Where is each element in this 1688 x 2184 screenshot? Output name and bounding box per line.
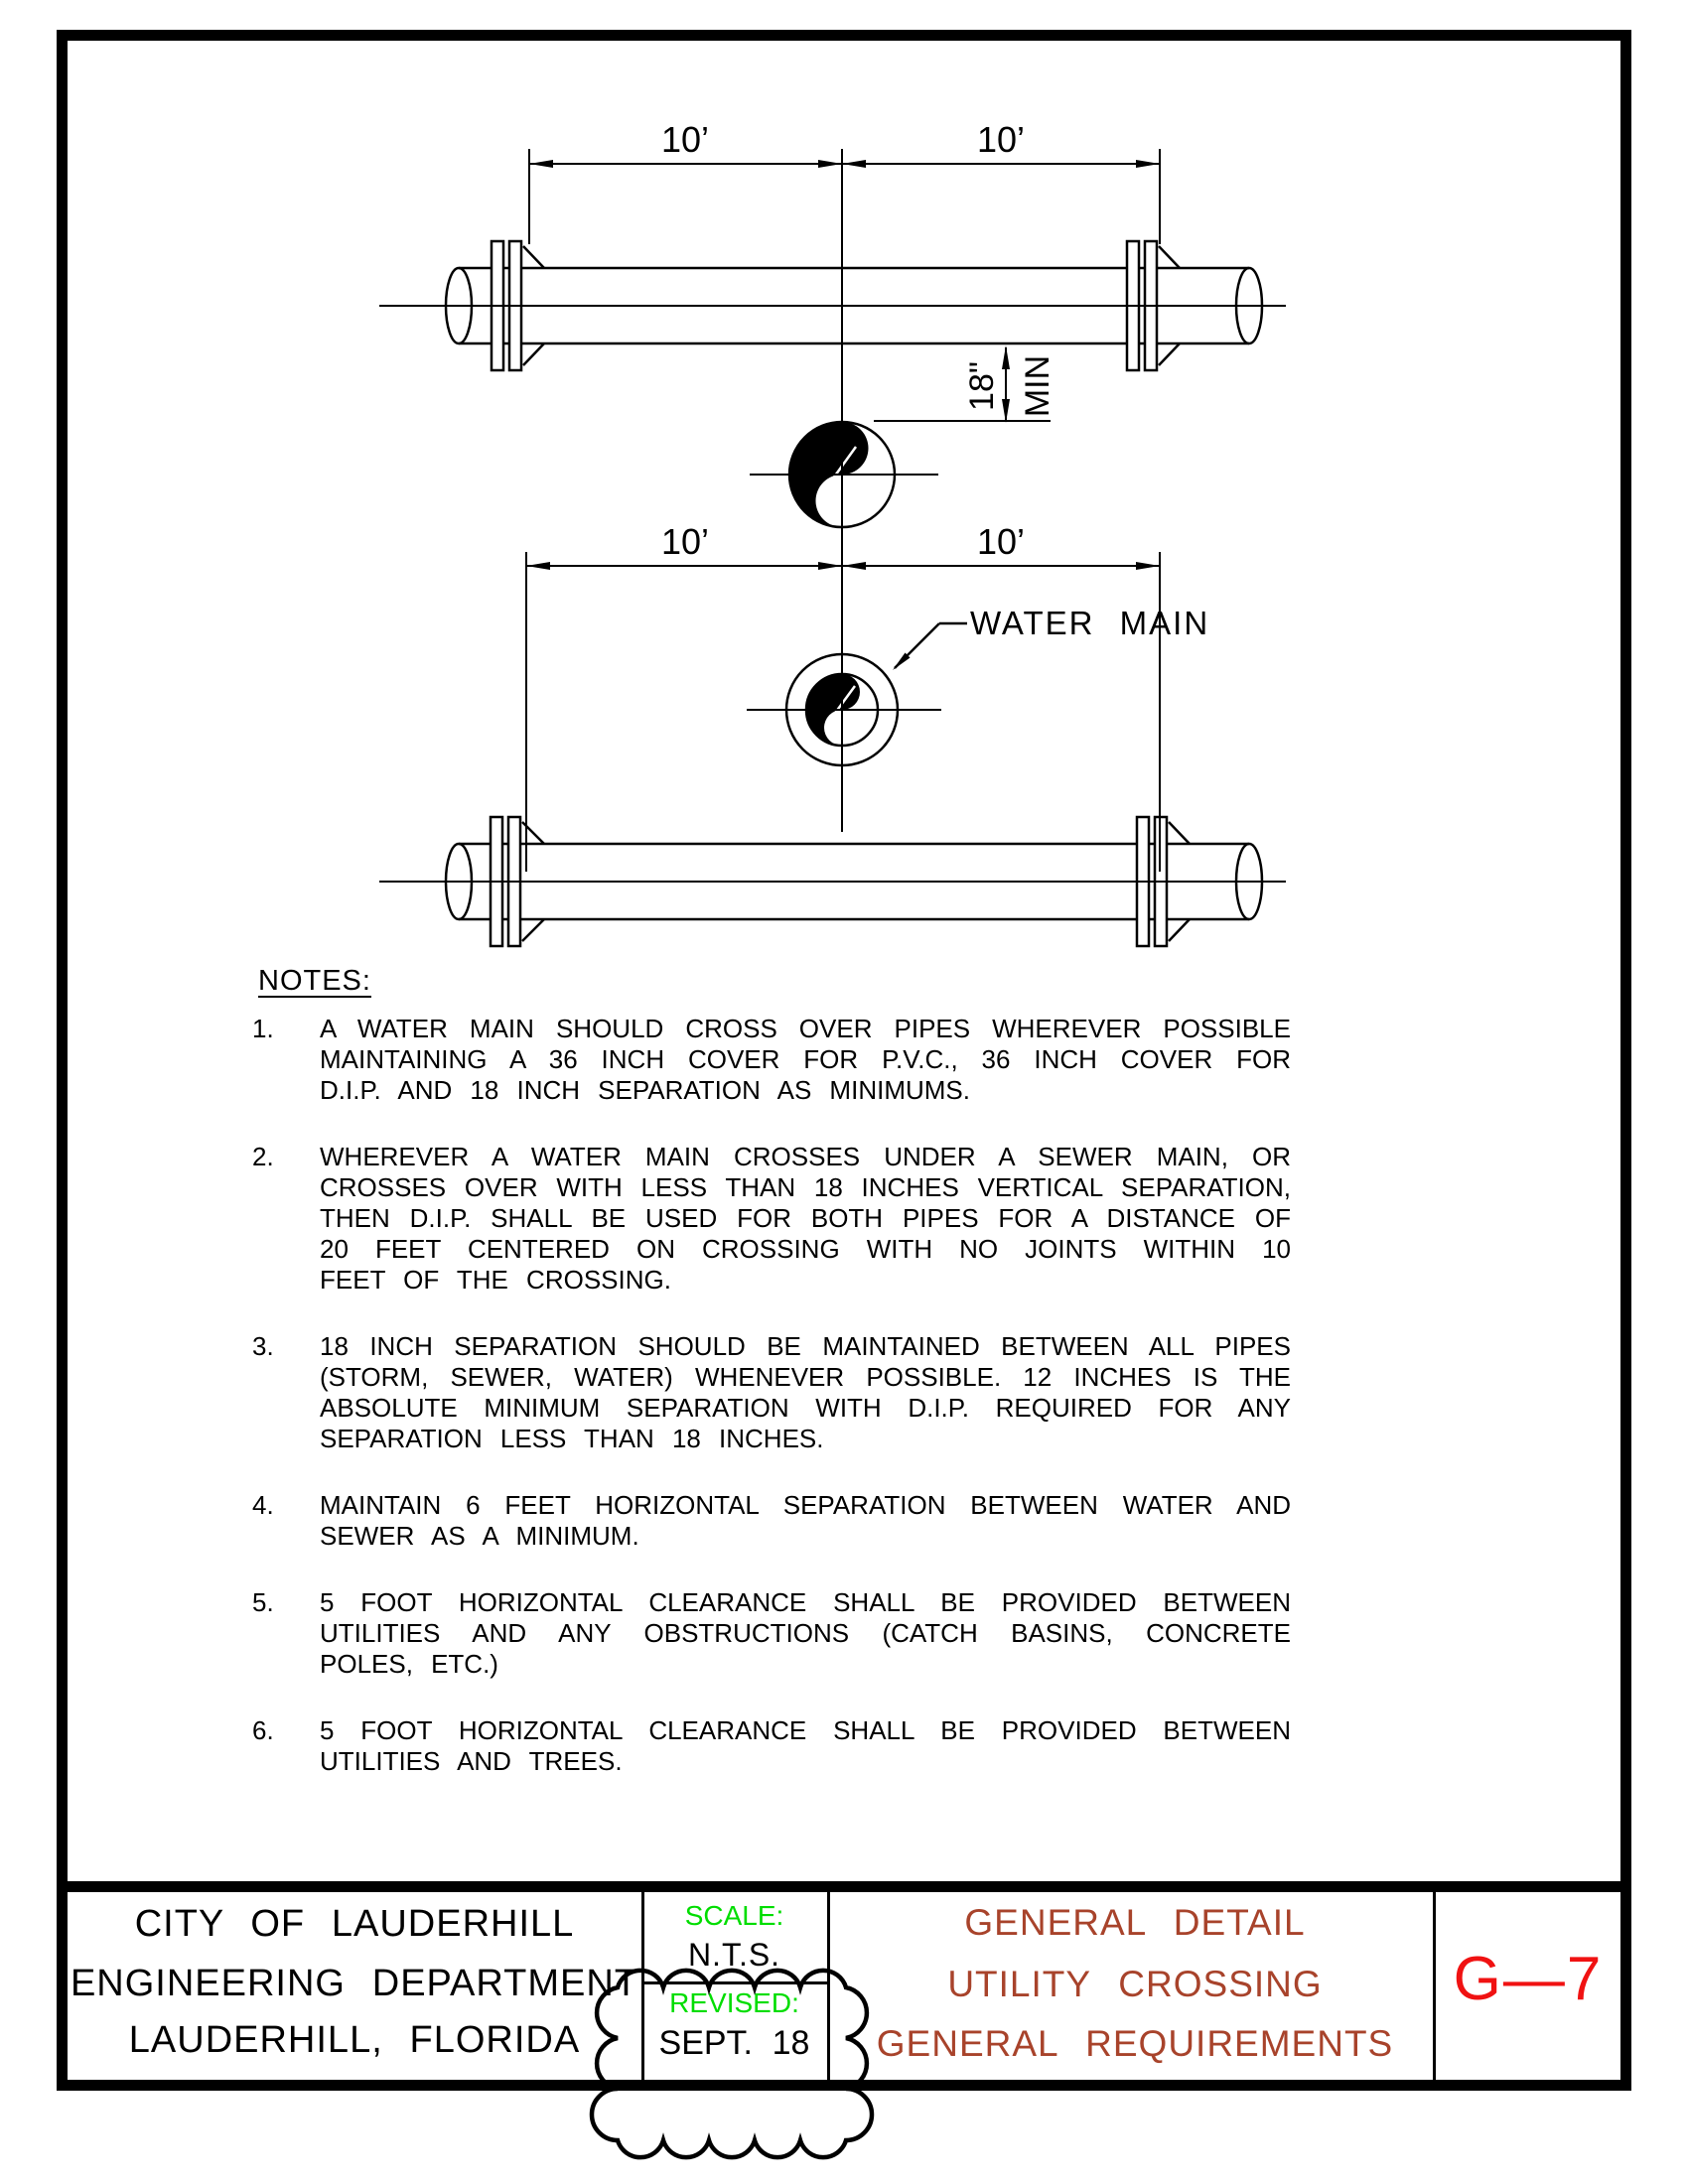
org-name-line2: ENGINEERING DEPARTMENT	[70, 1963, 639, 2004]
note-text: 5 FOOT HORIZONTAL CLEARANCE SHALL BE PROVIDED BETWEEN UTILITIES AND TREES.	[320, 1715, 1291, 1776]
title-block-divider	[827, 1892, 830, 2080]
separation-dim-label: 18"	[962, 361, 1001, 411]
note-text: MAINTAIN 6 FEET HORIZONTAL SEPARATION BETWEEN WATER AND SEWER AS A MINIMUM.	[320, 1490, 1291, 1551]
note-item-2	[252, 1142, 1291, 1296]
note-item-3	[252, 1331, 1291, 1454]
note-text: WHEREVER A WATER MAIN CROSSES UNDER A SEWER MAIN, OR CROSSES OVER WITH LESS THAN 18 INCHES VERTICAL SEPARATION, THEN D.I.P. SHALL BE USED FOR BOTH PIPES FOR A DISTANCE OF 20 FEET CENTERED ON CROSSING WITH NO JOINTS WITHIN 10 FEET OF THE CROSSING.	[320, 1142, 1291, 1295]
note-item-4	[252, 1490, 1291, 1552]
scale-value: N.T.S.	[687, 1937, 781, 1973]
note-item-6	[252, 1715, 1291, 1777]
sheet-number: G—7	[1453, 1945, 1604, 2013]
note-text: A WATER MAIN SHOULD CROSS OVER PIPES WHEREVER POSSIBLE MAINTAINING A 36 INCH COVER FOR P.V.C., 36 INCH COVER FOR D.I.P. AND 18 INCH SEPARATION AS MINIMUMS.	[320, 1014, 1291, 1105]
note-item-5	[252, 1587, 1291, 1680]
note-item-1	[252, 1014, 1291, 1106]
revised-value: SEPT. 18	[658, 2024, 810, 2062]
dim-label: 10’	[976, 521, 1026, 562]
sheet-title-line1: GENERAL DETAIL	[964, 1902, 1306, 1943]
water-main-label: WATER MAIN	[970, 605, 1210, 641]
sheet-title-line2: UTILITY CROSSING	[947, 1964, 1323, 2004]
note-text: 5 FOOT HORIZONTAL CLEARANCE SHALL BE PROVIDED BETWEEN UTILITIES AND ANY OBSTRUCTIONS (CATCH BASINS, CONCRETE POLES, ETC.)	[320, 1587, 1291, 1679]
note-number: 1.	[252, 1014, 274, 1043]
dim-label: 10’	[976, 119, 1026, 160]
org-name-line3: LAUDERHILL, FLORIDA	[128, 2019, 581, 2061]
dim-label: 10’	[660, 119, 710, 160]
scale-label: SCALE:	[684, 1900, 784, 1931]
scale-revised-divider	[644, 1981, 827, 1984]
note-text: 18 INCH SEPARATION SHOULD BE MAINTAINED BETWEEN ALL PIPES (STORM, SEWER, WATER) WHENEVER POSSIBLE. 12 INCHES IS THE ABSOLUTE MINIMUM SEPARATION WITH D.I.P. REQUIRED FOR ANY SEPARATION LESS THAN 18 INCHES.	[320, 1331, 1291, 1453]
note-number: 3.	[252, 1331, 274, 1361]
note-number: 6.	[252, 1715, 274, 1745]
separation-min-label: MIN	[1018, 354, 1056, 418]
notes-section	[252, 965, 1291, 1813]
revised-label: REVISED:	[669, 1987, 799, 2018]
org-name-line1: CITY OF LAUDERHILL	[134, 1903, 575, 1945]
title-block-separator	[57, 1881, 1631, 1892]
note-number: 5.	[252, 1587, 274, 1617]
sheet-title-line3: GENERAL REQUIREMENTS	[876, 2023, 1394, 2064]
notes-heading: NOTES:	[258, 965, 371, 997]
dim-label: 10’	[660, 521, 710, 562]
note-number: 2.	[252, 1142, 274, 1171]
note-number: 4.	[252, 1490, 274, 1520]
